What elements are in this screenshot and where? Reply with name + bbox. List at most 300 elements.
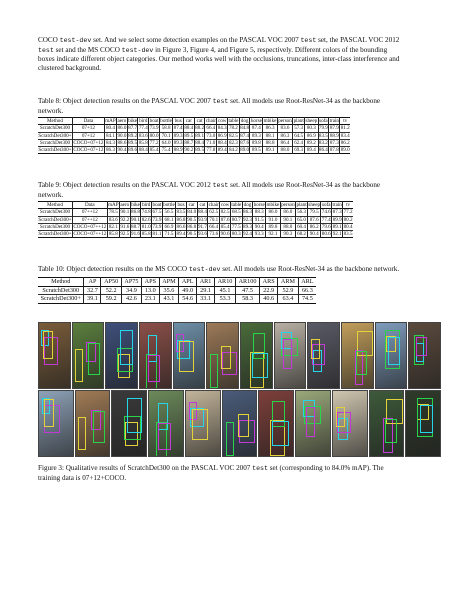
bounding-box: [192, 409, 208, 440]
bounding-box: [120, 330, 134, 366]
column-header: cat: [194, 118, 205, 125]
table-cell: 85.4: [220, 223, 230, 230]
table-cell: 79.6: [321, 223, 331, 230]
detection-image: [75, 390, 111, 457]
table-cell: COCO+07+12: [73, 139, 104, 146]
table-cell: 56.5: [162, 209, 175, 216]
figure3-caption: [38, 464, 438, 482]
table-cell: 87.7: [128, 125, 138, 132]
detection-image: [139, 322, 172, 389]
figure3-grid: [38, 322, 441, 458]
intro-line: COCO test-dev set. And we select some detection examples on the PASCAL VOC 2007 test set, the PASCAL VOC 2012: [38, 36, 400, 44]
column-header: Data: [72, 118, 104, 125]
table-cell: 64.5: [294, 132, 304, 139]
column-header: chair: [205, 118, 216, 124]
table-cell: 71.5: [162, 231, 175, 238]
table-cell: 87.6: [240, 139, 250, 146]
table-cell: 82.6: [141, 216, 151, 223]
table-cell: 56.3: [297, 209, 306, 216]
table-cell: 23.1: [142, 295, 160, 304]
table-cell: 73.9: [152, 216, 162, 223]
table-cell: 83.5: [343, 231, 353, 238]
bounding-box: [88, 343, 100, 375]
table-cell: 87.8: [329, 147, 339, 154]
detection-image: [206, 322, 239, 389]
bounding-box: [416, 337, 428, 356]
bounding-box: [226, 422, 234, 457]
table-cell: 91.6: [120, 223, 130, 230]
table-cell: 65.0: [297, 216, 306, 223]
table-cell: 92.1: [332, 231, 342, 238]
method-cell: ScratchDet300: [39, 223, 71, 230]
column-header: bottle: [163, 202, 175, 208]
table-cell: 80.7: [231, 216, 241, 223]
table-cell: 77.4: [321, 216, 331, 223]
column-header: aero: [117, 118, 127, 124]
table-cell: 74.5: [298, 295, 316, 304]
table-cell: 82.5: [220, 209, 230, 216]
column-header: ARM: [278, 278, 298, 287]
method-cell: ScratchDet300: [39, 139, 71, 146]
table-cell: 83.4: [340, 132, 350, 139]
table-cell: 07+12: [72, 125, 104, 132]
table-row: [38, 139, 350, 146]
table-cell: 89.4: [305, 147, 318, 154]
table-cell: 85.8: [141, 231, 151, 238]
detection-image: [307, 322, 340, 389]
table-cell: 78.5: [108, 209, 118, 216]
table-cell: 68.2: [297, 231, 306, 238]
caption-line: Table 8: Object detection results on the PASCAL VOC 2007 test set. All models use Root-ResNet-34 as the backbone: [38, 97, 381, 105]
column-header: sofa: [322, 202, 331, 208]
table-cell: 32.7: [84, 286, 101, 295]
table-cell: 13.0: [142, 286, 160, 295]
table-cell: 89.4: [217, 147, 227, 154]
table-cell: 87.6: [308, 216, 321, 223]
column-header: bus: [174, 118, 182, 124]
table-cell: 91.5: [254, 216, 264, 223]
detection-image: [105, 322, 138, 389]
table-cell: 92.4: [243, 231, 252, 238]
table-cell: 84.0: [187, 209, 197, 216]
column-header: horse: [250, 118, 262, 124]
bounding-box: [238, 414, 249, 436]
method-cell: ScratchDet300+: [38, 147, 72, 154]
table-cell: 90.4: [254, 223, 264, 230]
table-cell: 87.6: [220, 216, 230, 223]
column-header: ARS: [260, 278, 278, 287]
column-header: cat: [197, 202, 208, 209]
table-row: [38, 286, 316, 295]
table-cell: 88.4: [197, 209, 207, 216]
table-cell: 90.6: [220, 231, 230, 238]
table-cell: 89.0: [240, 147, 250, 154]
table-cell: 88.7: [131, 223, 140, 230]
table-cell: 85.8: [108, 231, 118, 238]
table-row: [38, 147, 350, 154]
column-header: dog: [243, 202, 252, 208]
table-cell: 79.5: [308, 209, 321, 216]
table-cell: 87.4: [251, 125, 261, 132]
intro-line: clustered background.: [38, 63, 102, 72]
table-cell: 77.4: [138, 125, 148, 132]
table-cell: 85.8: [138, 139, 148, 146]
table-cell: 90.5: [187, 216, 197, 223]
column-header: sheep: [305, 118, 318, 124]
intro-line: test set and the MS COCO test-dev in Figure 3, Figure 4, and Figure 5, respectively. Different colors of the bounding: [38, 45, 388, 54]
table-cell: 82.5: [228, 132, 238, 139]
column-header: bottle: [160, 118, 172, 124]
table-cell: 88.8: [263, 139, 278, 146]
column-header: Data: [72, 202, 107, 209]
table-cell: 52.2: [101, 286, 121, 295]
table-cell: 77.8: [206, 147, 216, 154]
table-cell: 63.4: [278, 295, 298, 304]
table-cell: 88.3: [254, 209, 264, 216]
table-cell: 81.1: [152, 231, 162, 238]
table-cell: 74.8: [141, 209, 151, 216]
table-cell: 35.6: [159, 286, 179, 295]
table-cell: COCO+07++12: [73, 231, 107, 238]
table-row: [38, 216, 353, 223]
method-cell: ScratchDet300+: [38, 216, 72, 223]
table-cell: 74.6: [321, 209, 331, 216]
table-cell: 52.9: [278, 286, 298, 295]
column-header: AP50: [101, 278, 121, 287]
table-cell: 82.1: [108, 223, 118, 230]
table-cell: 88.1: [263, 132, 278, 139]
table-cell: 66.3: [298, 286, 316, 295]
table10: [38, 277, 316, 304]
intro-line: boxes indicate different object categories. Our method works well with the occlusions, truncations, inter-class interference and: [38, 55, 400, 64]
column-header: chair: [208, 202, 219, 208]
table-cell: 53.3: [215, 295, 236, 304]
table-cell: 73.9: [149, 125, 159, 132]
detection-image: [405, 390, 441, 457]
table-cell: 49.0: [179, 286, 197, 295]
table-row: [38, 209, 353, 216]
table-cell: 68.1: [162, 216, 175, 223]
table-cell: 83.2: [318, 139, 328, 146]
column-header: APS: [142, 278, 160, 287]
table-cell: 73.0: [206, 132, 216, 139]
table-cell: 89.5: [251, 147, 261, 154]
column-header: mbike: [266, 202, 280, 208]
column-header: plant: [293, 118, 304, 124]
table-cell: 89.3: [251, 132, 261, 139]
table-cell: 89.6: [128, 147, 138, 154]
table-cell: 66.4: [206, 125, 216, 132]
column-header: bike: [131, 202, 140, 208]
table-cell: 58.3: [235, 295, 259, 304]
table-cell: 68.5: [231, 209, 241, 216]
detection-image: [332, 390, 368, 457]
bounding-box: [272, 421, 290, 446]
table-cell: 86.8: [131, 209, 140, 216]
table-cell: 71.0: [206, 139, 216, 146]
table-cell: 91.0: [266, 216, 281, 223]
method-cell: ScratchDet300+: [38, 132, 72, 139]
table-cell: 75.4: [159, 147, 172, 154]
column-header: table: [228, 118, 239, 124]
detection-image: [111, 390, 147, 457]
table-cell: 92.5: [120, 231, 130, 238]
table-cell: 86.2: [340, 139, 350, 146]
table-cell: 69.3: [294, 147, 304, 154]
table-cell: 86.0: [266, 209, 281, 216]
table-cell: 83.6: [108, 216, 118, 223]
table-row: [38, 295, 316, 304]
table-cell: 58.8: [159, 125, 172, 132]
column-header: AR1: [197, 278, 215, 287]
table-cell: 80.0: [149, 132, 159, 139]
table-row: [38, 223, 353, 230]
column-header: bird: [139, 118, 148, 124]
table-cell: 40.6: [260, 295, 278, 304]
table-cell: 07++12: [72, 216, 107, 223]
column-header: bike: [128, 118, 138, 124]
table-cell: 73.6: [209, 231, 219, 238]
method-cell: ScratchDet300+: [38, 231, 72, 238]
column-header: person: [281, 202, 295, 208]
table-cell: 88.9: [329, 132, 339, 139]
column-header: sofa: [319, 118, 328, 124]
column-header: car: [186, 202, 197, 209]
table-cell: 80.4: [343, 223, 353, 230]
bounding-box: [420, 405, 433, 433]
method-cell: ScratchDet300: [39, 209, 71, 216]
table-cell: 86.6: [176, 223, 186, 230]
table-cell: 07++12: [72, 209, 107, 216]
table-cell: 87.3: [332, 209, 342, 216]
detection-image: [148, 390, 184, 457]
table-cell: 85.4: [149, 147, 159, 154]
table-cell: 62.4: [294, 139, 304, 146]
table-cell: 90.3: [280, 231, 295, 238]
column-header: boat: [149, 118, 159, 124]
table-cell: 90.4: [308, 231, 321, 238]
table-cell: 67.5: [152, 209, 162, 216]
column-header: mAP: [108, 202, 119, 208]
table-cell: 89.3: [173, 139, 183, 146]
table-cell: 89.2: [128, 132, 138, 139]
column-header: AR10: [215, 278, 236, 287]
detection-image: [240, 322, 273, 389]
table-cell: 89.3: [173, 132, 183, 139]
bounding-box: [336, 407, 345, 427]
column-header: cow: [217, 118, 227, 124]
table10-caption: Table 10: Object detection results on the MS COCO test-dev set. All models use Root-ResNet-34 as the backbone network.: [38, 265, 400, 273]
table-cell: 93.9: [197, 216, 207, 223]
column-header: APM: [159, 278, 179, 287]
detection-image: [341, 322, 374, 389]
column-header: table: [231, 202, 242, 208]
method-cell: ScratchDet300+: [40, 295, 81, 303]
table-cell: 89.1: [195, 132, 204, 139]
detection-image: [173, 322, 206, 389]
table8-caption: [38, 97, 438, 115]
detection-image: [369, 390, 405, 457]
table-cell: 87.4: [173, 125, 183, 132]
column-header: tv: [340, 118, 350, 125]
intro-paragraph: [38, 36, 438, 72]
bounding-box: [179, 341, 194, 372]
table-cell: 34.9: [121, 286, 141, 295]
bounding-box: [385, 419, 396, 443]
table-cell: 84.3: [217, 125, 227, 132]
table-cell: 78.2: [228, 125, 238, 132]
table-cell: 84.3: [105, 139, 115, 146]
column-header: cow: [220, 202, 230, 208]
table-cell: 88.7: [184, 139, 194, 146]
table-cell: 88.0: [277, 147, 292, 154]
table-cell: 80.6: [321, 231, 331, 238]
bounding-box: [210, 354, 218, 389]
table-cell: 82.3: [228, 139, 238, 146]
column-header: mbike: [263, 118, 277, 124]
table-cell: 88.4: [195, 139, 204, 146]
table-cell: 89.3: [243, 223, 252, 230]
table-cell: 84.1: [105, 132, 115, 139]
table9: [38, 201, 353, 238]
table-cell: 86.9: [305, 132, 318, 139]
bounding-box: [93, 411, 105, 443]
table-cell: 90.1: [131, 216, 140, 223]
table-cell: 88.6: [117, 139, 127, 146]
table-cell: 84.8: [240, 125, 250, 132]
caption-line: network.: [38, 190, 64, 199]
column-header: APL: [179, 278, 197, 287]
detection-image: [72, 322, 105, 389]
table-cell: 89.2: [305, 139, 318, 146]
column-header: bird: [142, 202, 151, 208]
column-header: Method: [51, 278, 71, 285]
table-cell: 80.4: [105, 125, 115, 132]
table-cell: 88.4: [138, 147, 148, 154]
table-row: [38, 231, 353, 238]
table-cell: 54.6: [179, 295, 197, 304]
table-cell: 83.6: [277, 125, 292, 132]
table-cell: 92.3: [243, 216, 252, 223]
detection-image: [295, 390, 331, 457]
table-cell: 64.0: [159, 139, 172, 146]
detection-image: [38, 322, 71, 389]
table-cell: 42.6: [121, 295, 141, 304]
table-cell: 91.6: [131, 231, 140, 238]
column-header: bus: [177, 202, 185, 208]
bounding-box: [356, 351, 366, 375]
table-cell: 83.5: [318, 132, 328, 139]
bounding-box: [306, 407, 316, 436]
table-cell: 89.5: [184, 132, 194, 139]
column-header: plant: [296, 202, 307, 208]
bounding-box: [252, 353, 268, 378]
table-cell: 77.5: [231, 223, 241, 230]
table-cell: 86.4: [318, 147, 328, 154]
table8: [38, 117, 350, 154]
table-cell: 81.0: [141, 223, 151, 230]
column-header: AP: [84, 278, 101, 287]
table-cell: 80.3: [305, 125, 318, 132]
table-cell: 47.5: [235, 286, 259, 295]
table-cell: 80.2: [343, 216, 353, 223]
table-cell: 87.4: [240, 132, 250, 139]
table-cell: 86.3: [277, 132, 292, 139]
table-cell: COCO+07++12: [73, 223, 107, 230]
table-cell: 83.6: [138, 132, 148, 139]
column-header: person: [278, 118, 292, 124]
detection-image: [258, 390, 294, 457]
bounding-box: [43, 331, 52, 359]
bounding-box: [44, 399, 54, 427]
table-cell: 62.5: [209, 209, 219, 216]
table-cell: 66.4: [209, 223, 219, 230]
table-cell: 88.4: [184, 125, 194, 132]
table-cell: 80.3: [231, 231, 241, 238]
table-cell: 45.1: [215, 286, 236, 295]
table-cell: 86.8: [187, 223, 197, 230]
table-cell: 90.2: [184, 147, 194, 154]
column-header: dog: [240, 118, 249, 124]
detection-image: [408, 322, 441, 389]
column-header: Method: [47, 118, 63, 124]
table-cell: 84.2: [228, 147, 238, 154]
table-cell: 89.8: [266, 223, 281, 230]
column-header: tv: [343, 202, 353, 209]
table-cell: 86.3: [263, 125, 278, 132]
column-header: AP75: [121, 278, 141, 287]
table-cell: 93.3: [254, 231, 264, 238]
table-cell: 89.8: [251, 139, 261, 146]
detection-image: [222, 390, 258, 457]
bounding-box: [127, 398, 142, 434]
table-cell: 22.9: [260, 286, 278, 295]
table-cell: 87.3: [329, 139, 339, 146]
table-cell: 70.1: [209, 216, 219, 223]
table-cell: 73.9: [152, 223, 162, 230]
column-header: train: [329, 118, 339, 124]
figure-row: [38, 322, 441, 389]
table-cell: 86.0: [280, 209, 295, 216]
table-cell: 66.9: [162, 223, 175, 230]
caption-line: network.: [38, 106, 64, 115]
table-cell: 79.9: [318, 125, 328, 132]
table-cell: 83.5: [176, 209, 186, 216]
bounding-box: [221, 346, 231, 368]
table-cell: 87.9: [329, 125, 339, 132]
table-cell: 90.1: [280, 216, 295, 223]
detection-image: [375, 322, 408, 389]
column-header: aero: [120, 202, 130, 208]
table-cell: 86.4: [277, 139, 292, 146]
table-cell: 89.4: [176, 231, 186, 238]
table-cell: 91.7: [197, 223, 207, 230]
table-cell: 70.1: [159, 132, 172, 139]
table-cell: COCO+07+12: [73, 147, 104, 154]
table-row: [38, 125, 350, 132]
caption-line: training data is 07+12+COCO.: [38, 473, 127, 482]
column-header: AR100: [235, 278, 259, 287]
bounding-box: [78, 417, 86, 450]
method-cell: ScratchDet300: [42, 286, 80, 294]
table-cell: 59.2: [101, 295, 121, 304]
table-row: [38, 132, 350, 139]
table-cell: 86.3: [243, 209, 252, 216]
column-header: Method: [47, 202, 63, 208]
table-cell: 88.0: [280, 223, 295, 230]
bounding-box: [283, 339, 292, 368]
caption-line: Figure 3: Qualitative results of ScratchDet300 on the PASCAL VOC 2007 test set (corresponding to 84.0% mAP). The: [38, 464, 384, 472]
